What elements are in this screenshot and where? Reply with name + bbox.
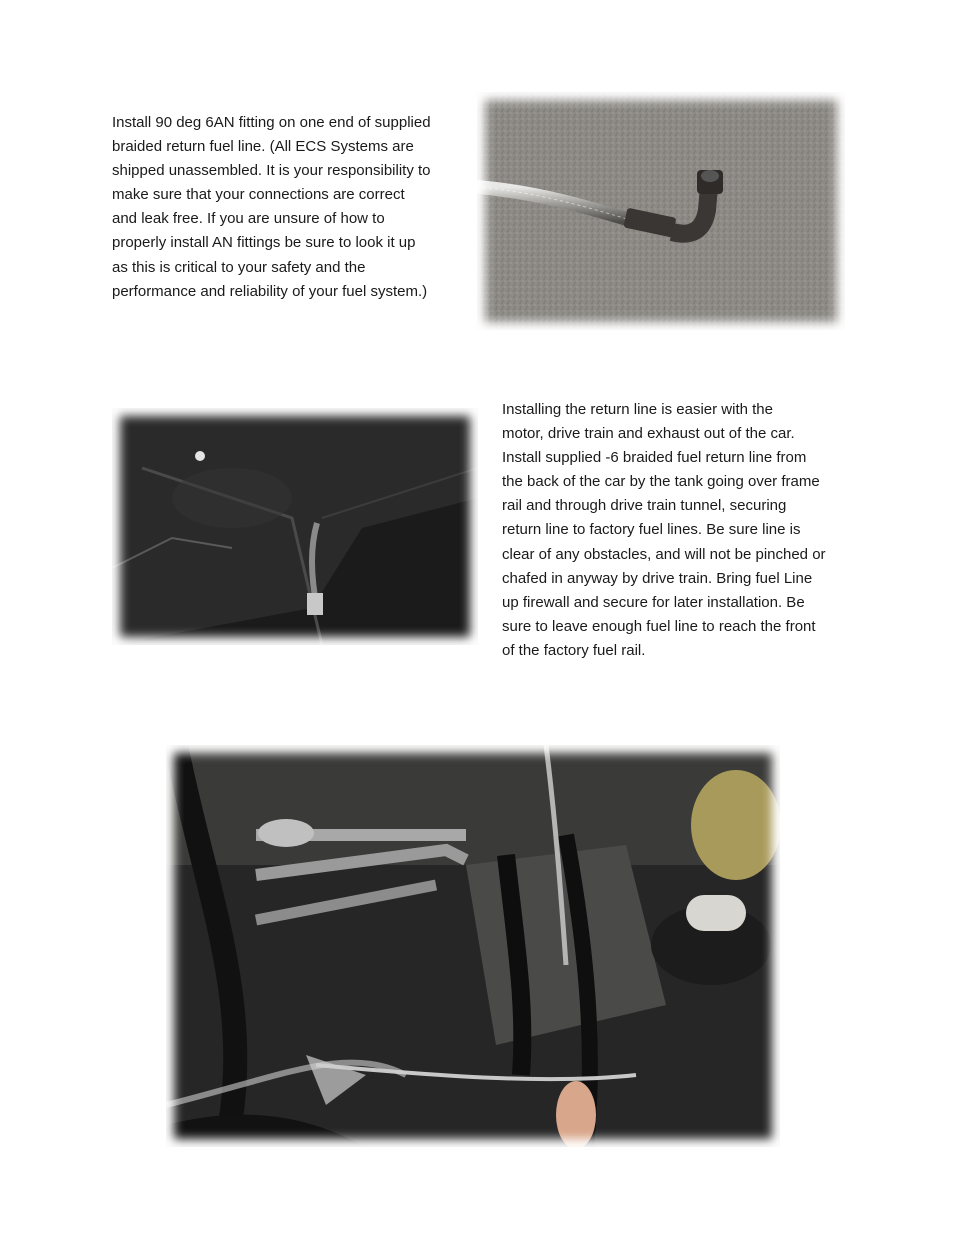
text-line: sure to leave enough fuel line to reach the front [502,617,816,635]
return-line-instructions-paragraph [502,398,826,663]
text-line: Install supplied -6 braided fuel return line from [502,449,807,467]
text-line: properly install AN fittings be sure to look it up [112,234,416,252]
text-line: performance and reliability of your fuel system.) [112,282,428,300]
text-line: braided return fuel line. (All ECS Systems are [112,138,414,156]
text-line: and leak free. If you are unsure of how to [112,210,385,228]
text-line: as this is critical to your safety and the [112,258,366,276]
text-line: of the factory fuel rail. [502,641,646,659]
text-line: rail and through drive train tunnel, securing [502,497,787,515]
text-line: up firewall and secure for later installation. Be [502,593,805,611]
text-line: motor, drive train and exhaust out of the car. [502,425,795,443]
braided-line-fitting-photo [477,92,845,330]
fitting-instructions-paragraph [112,111,431,304]
text-line: Install 90 deg 6AN fitting on one end of supplied [112,114,431,131]
return-line-undercarriage-photo [112,408,478,645]
text-line: return line to factory fuel lines. Be sure line is [502,521,801,539]
text-line: make sure that your connections are correct [112,186,405,204]
text-line: clear of any obstacles, and will not be pinched or [502,545,826,563]
text-line: Installing the return line is easier with the [502,401,773,418]
text-line: the back of the car by the tank going over frame [502,473,820,491]
text-line: chafed in anyway by drive train. Bring fuel Line [502,569,813,587]
firewall-fuel-lines-photo [166,745,780,1147]
text-line: shipped unassembled. It is your responsibility to [112,162,431,180]
